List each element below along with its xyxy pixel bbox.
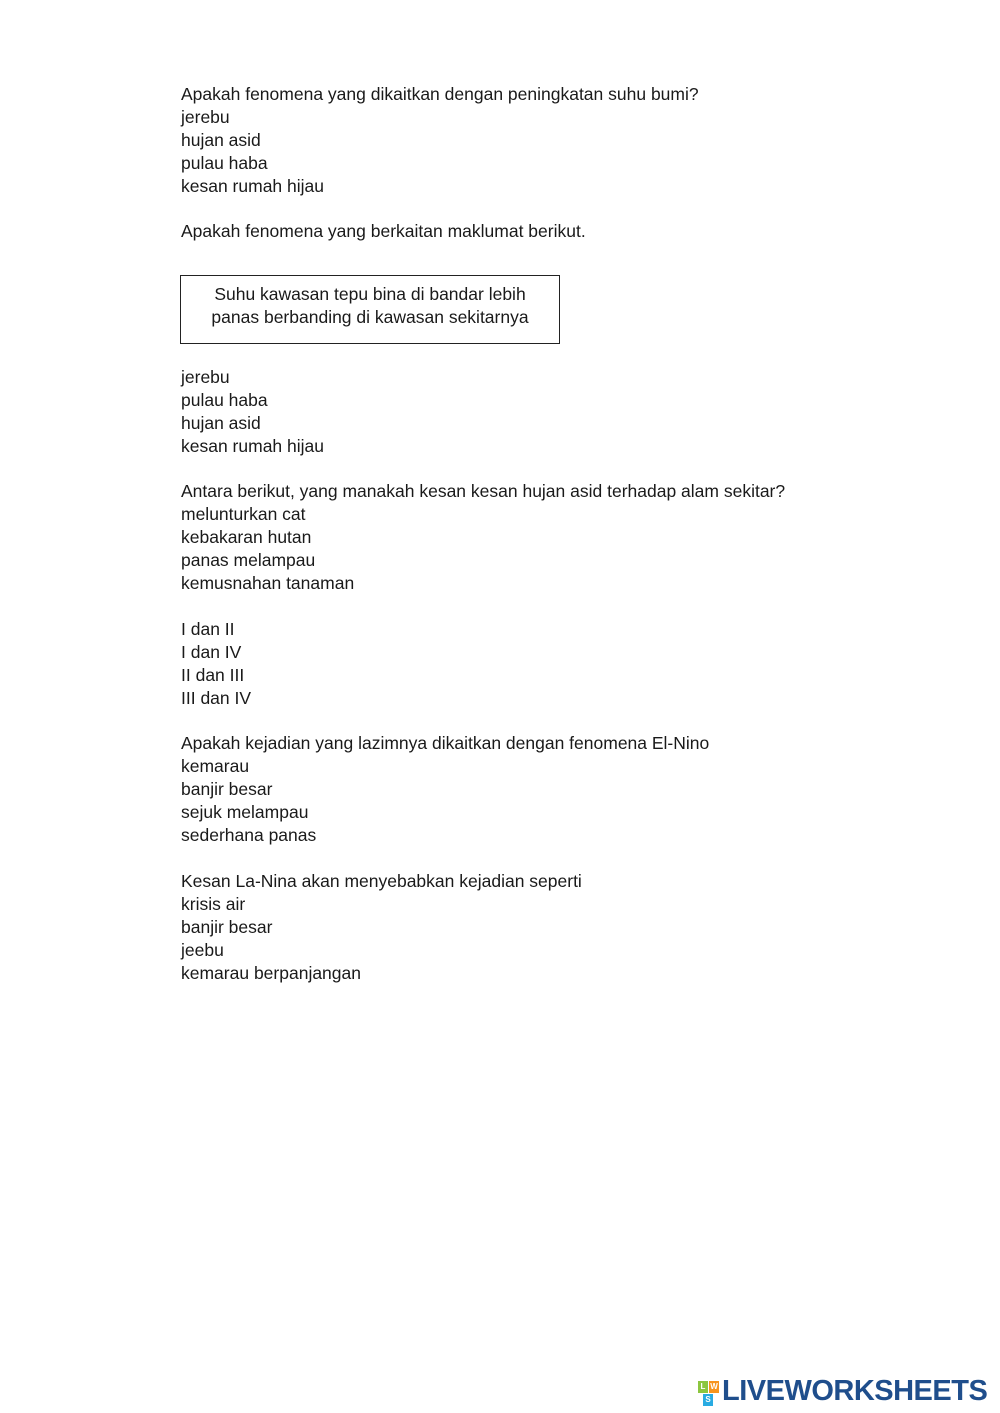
q13-text: Antara berikut, yang manakah kesan kesan hujan asid terhadap alam sekitar? bbox=[181, 481, 786, 501]
q15-text: Kesan La-Nina akan menyebabkan kejadian seperti bbox=[181, 871, 582, 891]
q12-info-line-2: panas berbanding di kawasan sekitarnya bbox=[211, 307, 529, 327]
q11-text: Apakah fenomena yang dikaitkan dengan peningkatan suhu bumi? bbox=[181, 84, 699, 104]
liveworksheets-logo-text[interactable]: LIVEWORKSHEETS bbox=[722, 1375, 988, 1407]
logo-square-blue: S bbox=[703, 1394, 713, 1406]
q14-text: Apakah kejadian yang lazimnya dikaitkan dengan fenomena El-Nino bbox=[181, 733, 710, 753]
logo-square-orange: W bbox=[710, 1382, 718, 1391]
liveworksheets-logo-icon bbox=[698, 1381, 720, 1407]
logo-square-green: L bbox=[698, 1381, 708, 1393]
q12-info-line-1: Suhu kawasan tepu bina di bandar lebih bbox=[214, 284, 526, 304]
q12-text: Apakah fenomena yang berkaitan maklumat berikut. bbox=[181, 221, 586, 241]
q12-info-box bbox=[180, 275, 560, 344]
